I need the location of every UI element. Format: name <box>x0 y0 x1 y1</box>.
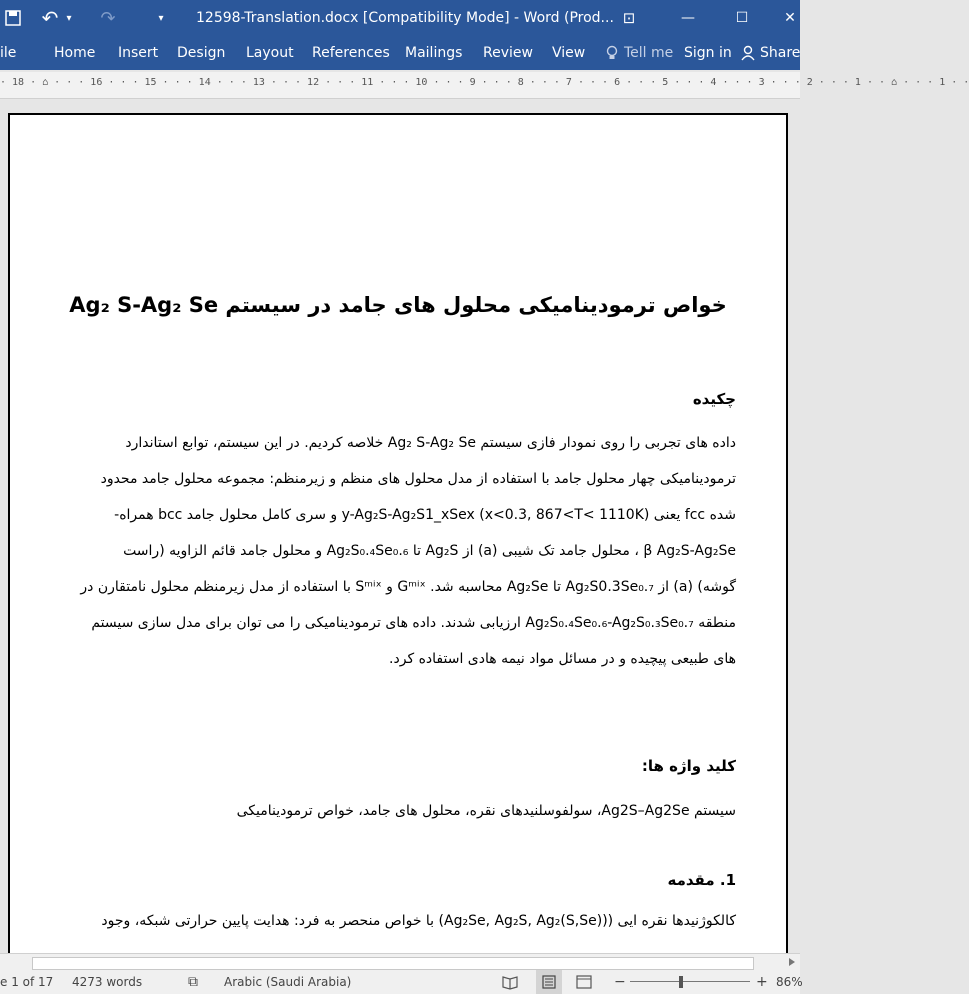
share-label: Share <box>760 45 801 61</box>
abstract-line: های طبیعی پیچیده و در مسائل مواد نیمه هادی استفاده کرد. <box>389 651 736 667</box>
share-button[interactable] <box>741 36 800 70</box>
status-bar <box>0 970 803 994</box>
tell-me-label: Tell me <box>624 45 674 61</box>
maximize-icon[interactable]: ☐ <box>735 10 749 26</box>
undo-icon[interactable]: ↶ <box>41 6 59 30</box>
introduction-heading: 1. مقدمه <box>667 871 736 889</box>
zoom-slider[interactable] <box>630 970 750 994</box>
zoom-in-button[interactable]: + <box>756 974 768 990</box>
save-icon[interactable] <box>0 0 26 36</box>
scroll-right-icon[interactable] <box>788 957 796 967</box>
abstract-line: گوشه) (a) از Ag₂S0.3Se₀.₇ تا Ag₂Se محاسبه شد. Gᵐⁱˣ و Sᵐⁱˣ با استفاده از مدل زیرمنظم محلول نامتقارن در <box>80 579 736 595</box>
abstract-line: ترمودینامیکی چهار محلول جامد با استفاده از مدل محلول های منظم و زیرمنظم: مجموعه محلول جامد محدود <box>100 471 736 487</box>
window-title: 12598-Translation.docx [Compatibility Mode] - Word (Prod... <box>196 10 614 26</box>
read-mode-icon[interactable] <box>502 970 518 994</box>
tab-home[interactable]: Home <box>54 45 96 61</box>
document-page[interactable] <box>8 113 788 973</box>
sign-in-link[interactable]: Sign in <box>684 45 732 61</box>
abstract-heading: چکیده <box>692 390 736 408</box>
zoom-slider-thumb[interactable] <box>679 976 683 988</box>
ribbon-tabs <box>0 36 800 70</box>
keywords-heading: کلید واژه ها: <box>641 757 736 775</box>
minimize-icon[interactable]: — <box>681 10 695 26</box>
lightbulb-icon <box>606 45 618 61</box>
document-title: خواص ترمودینامیکی محلول های جامد در سیستم Ag₂ S-Ag₂ Se <box>69 293 727 317</box>
tab-file[interactable]: ile <box>0 45 17 61</box>
tab-review[interactable]: Review <box>483 45 533 61</box>
abstract-line: شده fcc یعنی y-Ag₂S-Ag₂S1_xSex (x<0.3, 867<T< 1110K) و سری کامل محلول جامد bcc همراه- <box>114 507 736 523</box>
print-layout-icon[interactable] <box>536 970 562 994</box>
zoom-level[interactable]: 86% <box>776 975 803 989</box>
tab-mailings[interactable]: Mailings <box>405 45 463 61</box>
tab-layout[interactable]: Layout <box>246 45 294 61</box>
ribbon-display-options-icon[interactable]: ⊡ <box>622 9 636 27</box>
tell-me-box[interactable] <box>606 36 673 70</box>
customize-quick-access-icon[interactable]: ▾ <box>158 12 164 24</box>
abstract-line: داده های تجربی را روی نمودار فازی سیستم Ag₂ S-Ag₂ Se خلاصه کردیم. در این سیستم، توابع استاندارد <box>125 435 736 451</box>
redo-icon[interactable]: ↷ <box>100 7 116 29</box>
scrollbar-thumb[interactable] <box>32 957 754 970</box>
abstract-paragraph <box>56 425 736 677</box>
language-indicator[interactable]: Arabic (Saudi Arabia) <box>224 975 352 989</box>
horizontal-ruler[interactable] <box>0 72 969 99</box>
ruler-scale: · 18 · ⌂ · · · 16 · · · 15 · · · 14 · · · 13 · · · 12 · · · 11 · · · 10 · · · 9 · · · 8 · · · 7 · · · 6 · · · 5 · · · 4 · · · 3 · · · 2 · · · 1 · · ⌂ · · · 1 · · <box>0 77 969 88</box>
document-area[interactable] <box>0 99 800 953</box>
abstract-line: منطقه Ag₂S₀.₄Se₀.₆-Ag₂S₀.₃Se₀.₇ ارزیابی شدند. داده های ترمودینامیکی را می توان برای مدل سازی سیستم <box>91 615 736 631</box>
word-count[interactable]: 4273 words <box>72 975 143 989</box>
abstract-line: β Ag₂S-Ag₂Se ، محلول جامد تک شیبی (a) از Ag₂S تا Ag₂S₀.₄Se₀.₆ و محلول جامد قائم الزاویه (راست <box>123 543 736 559</box>
keywords-text: سیستم Ag2S–Ag2Se، سولفوسلنیدهای نقره، محلول های جامد، خواص ترمودینامیکی <box>236 803 736 819</box>
tab-references[interactable]: References <box>312 45 390 61</box>
zoom-out-button[interactable]: − <box>614 974 626 990</box>
introduction-text: کالکوژنیدها نقره ایی ((Ag₂Se, Ag₂S, Ag₂(S,Se)) با خواص منحصر به فرد: هدایت پایین حرارتی شبکه، وجود <box>101 913 736 929</box>
close-icon[interactable]: ✕ <box>784 10 796 26</box>
undo-dropdown-icon[interactable]: ▾ <box>66 12 72 24</box>
tab-insert[interactable]: Insert <box>118 45 159 61</box>
horizontal-scrollbar[interactable] <box>0 953 800 971</box>
title-bar <box>0 0 800 36</box>
page-count[interactable]: e 1 of 17 <box>0 975 54 989</box>
tab-design[interactable]: Design <box>177 45 226 61</box>
proofing-icon[interactable]: ⧉ <box>188 974 198 990</box>
person-icon <box>741 45 757 61</box>
web-layout-icon[interactable] <box>576 970 592 994</box>
tab-view[interactable]: View <box>552 45 586 61</box>
